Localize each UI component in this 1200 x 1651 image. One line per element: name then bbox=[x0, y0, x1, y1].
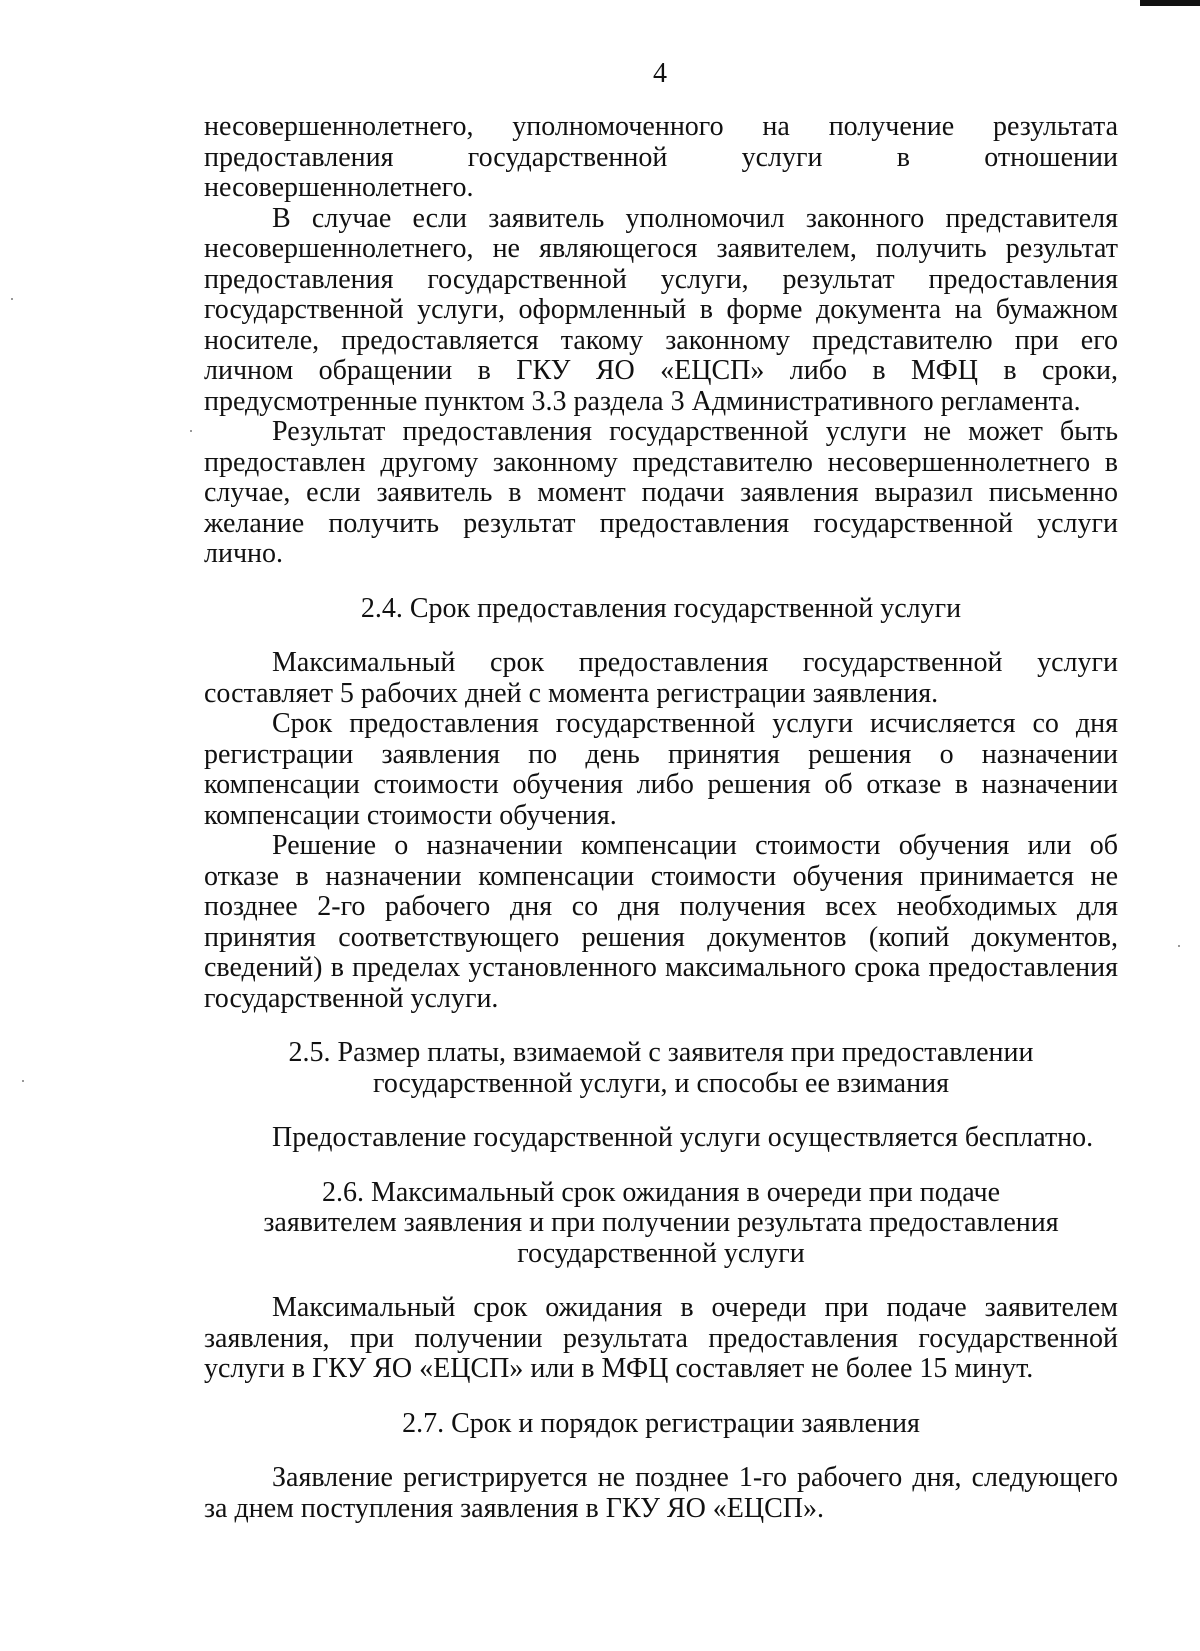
scan-artifact bbox=[22, 1080, 24, 1082]
heading-line: заявителем заявления и при получении результата предоставления bbox=[263, 1207, 1059, 1238]
section-heading-2-4 bbox=[204, 594, 1118, 625]
paragraph-free-of-charge: Предоставление государственной услуги осуществляется бесплатно. bbox=[272, 1122, 1094, 1153]
section-heading-2-5 bbox=[204, 1038, 1118, 1099]
page-number: 4 bbox=[653, 58, 667, 89]
paragraph-continuation: несовершеннолетнего, уполномоченного на получение результата предоставления государственной услуги в отношении несовершеннолетнего. bbox=[204, 111, 1118, 203]
heading-line: государственной услуги, и способы ее взимания bbox=[373, 1067, 949, 1099]
document-body bbox=[204, 112, 1118, 1524]
scan-artifact bbox=[11, 298, 13, 300]
paragraph-max-term: Максимальный срок предоставления государственной услуги составляет 5 рабочих дней с момента регистрации заявления. bbox=[204, 647, 1118, 709]
paragraph-legal-representative: В случае если заявитель уполномочил законного представителя несовершеннолетнего, не являющегося заявителем, получить результат предоставления государственной услуги, результат предоставления государственной услуги, оформленный в форме документа на бумажном носителе, предоставляется такому законному представителю при его личном обращении в ГКУ ЯО «ЕЦСП» либо в МФЦ в сроки, предусмотренные пунктом 3.3 раздела 3 Административного регламента. bbox=[204, 202, 1118, 417]
scan-artifact bbox=[190, 430, 192, 432]
section-heading-2-6 bbox=[204, 1178, 1118, 1270]
scan-artifact bbox=[1178, 945, 1180, 947]
paragraph-result-restriction: Результат предоставления государственной услуги не может быть предоставлен другому законному представителю несовершеннолетнего в случае, если заявитель в момент подачи заявления выразил письменно желание получить результат предоставления государственной услуги лично. bbox=[204, 416, 1118, 569]
heading-line: 2.4. Срок предоставления государственной услуги bbox=[360, 592, 962, 624]
heading-line: 2.6. Максимальный срок ожидания в очереди при подаче bbox=[321, 1176, 1001, 1208]
heading-line: государственной услуги bbox=[517, 1237, 805, 1269]
paragraph-registration: Заявление регистрируется не позднее 1-го рабочего дня, следующего за днем поступления заявления в ГКУ ЯО «ЕЦСП». bbox=[204, 1462, 1118, 1524]
paragraph-queue-wait: Максимальный срок ожидания в очереди при подаче заявителем заявления, при получении результата предоставления государственной услуги в ГКУ ЯО «ЕЦСП» или в МФЦ составляет не более 15 минут. bbox=[204, 1292, 1118, 1384]
paragraph-term-calculation: Срок предоставления государственной услуги исчисляется со дня регистрации заявления по день принятия решения о назначении компенсации стоимости обучения либо решения об отказе в назначении компенсации стоимости обучения. bbox=[204, 708, 1118, 831]
heading-line: 2.7. Срок и порядок регистрации заявления bbox=[402, 1407, 920, 1439]
scan-corner-mark bbox=[1140, 0, 1200, 6]
paragraph-decision-deadline: Решение о назначении компенсации стоимости обучения или об отказе в назначении компенсации стоимости обучения принимается не позднее 2-го рабочего дня со дня получения всех необходимых для принятия соответствующего решения документов (копий документов, сведений) в пределах установленного максимального срока предоставления государственной услуги. bbox=[204, 830, 1118, 1014]
section-heading-2-7 bbox=[204, 1409, 1118, 1440]
heading-line: 2.5. Размер платы, взимаемой с заявителя при предоставлении bbox=[288, 1037, 1034, 1068]
